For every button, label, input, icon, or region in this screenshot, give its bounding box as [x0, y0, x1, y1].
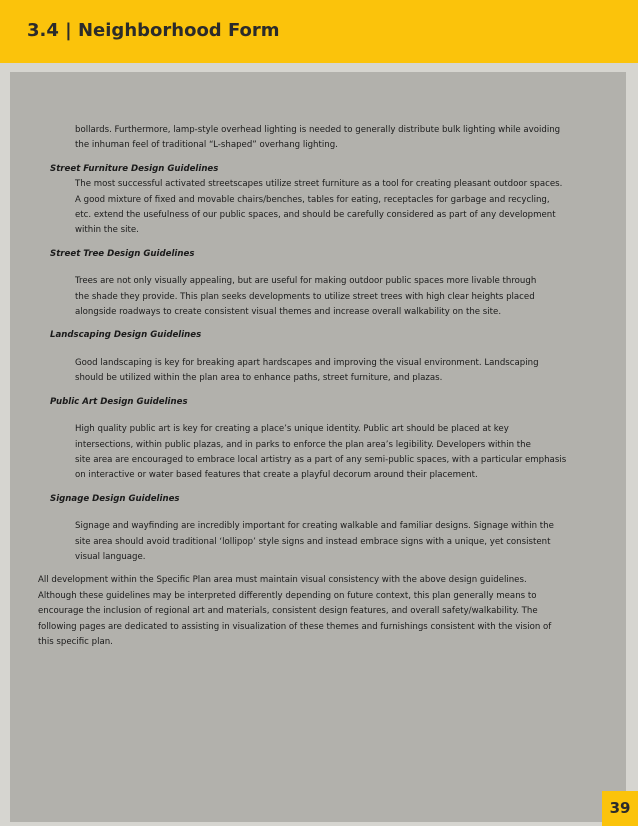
- street-furniture-heading: Street Furniture Design Guidelines: [50, 163, 219, 174]
- street-tree-heading: Street Tree Design Guidelines: [50, 248, 195, 259]
- closing-paragraph: [38, 573, 618, 650]
- text-line: etc. extend the usefulness of our public spaces, and should be carefully considered as part of any development: [75, 210, 556, 221]
- text-line: visual language.: [75, 551, 146, 562]
- landscaping-heading: Landscaping Design Guidelines: [50, 330, 202, 341]
- text-line: All development within the Specific Plan area must maintain visual consistency with the above design guidelines.: [38, 575, 527, 586]
- text-line: encourage the inclusion of regional art and materials, consistent design features, and overall safety/walkability. The: [38, 606, 538, 617]
- text-line: Signage and wayfinding are incredibly important for creating walkable and familiar designs. Signage within the: [75, 521, 554, 532]
- text-line: the inhuman feel of traditional “L-shaped” overhang lighting.: [75, 140, 338, 151]
- text-line: site area should avoid traditional ‘lollipop’ style signs and instead embrace signs with a unique, yet consistent: [75, 536, 551, 547]
- text-line: alongside roadways to create consistent visual themes and increase overall walkability on the site.: [75, 307, 502, 318]
- landscaping-paragraph: [38, 356, 618, 387]
- text-line: The most successful activated streetscapes utilize street furniture as a tool for creating pleasant outdoor spaces.: [75, 179, 563, 190]
- text-line: intersections, within public plazas, and in parks to enforce the plan area’s legibility. Developers within the: [75, 439, 531, 450]
- text-line: on interactive or water based features that create a playful decorum around their placement.: [75, 470, 478, 481]
- text-line: the shade they provide. This plan seeks developments to utilize street trees with high clear heights placed: [75, 291, 535, 302]
- intro-paragraph: [38, 123, 618, 154]
- public-art-heading: Public Art Design Guidelines: [50, 396, 188, 407]
- text-line: site area are encouraged to embrace local artistry as a part of any semi-public spaces, with a particular emphasis: [75, 454, 567, 465]
- page-number: 39: [609, 799, 631, 817]
- signage-heading: Signage Design Guidelines: [50, 493, 180, 504]
- document-body: [38, 123, 618, 650]
- street-tree-paragraph: [38, 274, 618, 320]
- text-line: High quality public art is key for creating a place’s unique identity. Public art should be placed at key: [75, 424, 509, 435]
- street-furniture-paragraph: [38, 177, 618, 239]
- signage-paragraph: [38, 519, 618, 565]
- text-line: this specific plan.: [38, 636, 113, 647]
- content-panel: [10, 72, 626, 822]
- text-line: within the site.: [75, 225, 139, 236]
- text-line: Trees are not only visually appealing, but are useful for making outdoor public spaces more livable through: [75, 276, 537, 287]
- text-line: A good mixture of fixed and movable chairs/benches, tables for eating, receptacles for garbage and recycling,: [75, 194, 550, 205]
- public-art-paragraph: [38, 422, 618, 484]
- text-line: bollards. Furthermore, lamp-style overhead lighting is needed to generally distribute bulk lighting while avoiding: [75, 125, 561, 135]
- page-number-badge: [602, 791, 638, 826]
- section-title: 3.4 | Neighborhood Form: [27, 20, 280, 41]
- section-header-bar: [0, 0, 638, 63]
- text-line: following pages are dedicated to assisting in visualization of these themes and furnishings consistent with the vision of: [38, 621, 552, 632]
- text-line: should be utilized within the plan area to enhance paths, street furniture, and plazas.: [75, 373, 443, 384]
- text-line: Good landscaping is key for breaking apart hardscapes and improving the visual environment. Landscaping: [75, 357, 539, 368]
- text-line: Although these guidelines may be interpreted differently depending on future context, this plan generally means to: [38, 590, 537, 601]
